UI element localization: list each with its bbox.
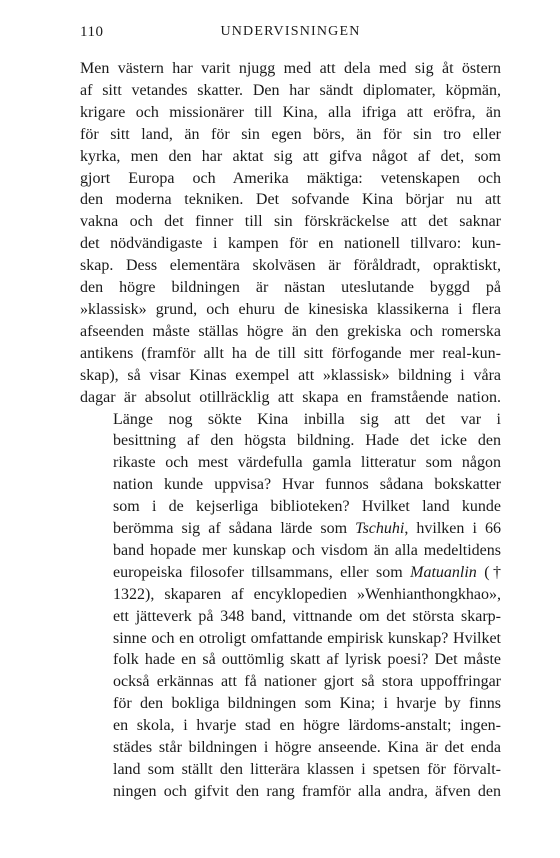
text-line [80, 496, 501, 518]
text-line [80, 58, 501, 80]
text-line [80, 540, 501, 562]
text-fragment: den moderna tekniken. Det sofvande Kina börjar nu att [80, 191, 501, 209]
text-fragment: europeiska filosofer tillsammans, eller som [113, 563, 411, 581]
text-line [80, 102, 501, 124]
text-fragment: också erkännas att få nationer gjort så stora uppoffringar [113, 673, 501, 691]
text-line [80, 387, 501, 409]
text-line [80, 233, 501, 255]
text-line [80, 474, 501, 496]
text-line [80, 649, 501, 671]
text-line [80, 189, 501, 211]
italic-name: Matuanlin [410, 563, 477, 581]
text-fragment: antikens (framför allt ha de till sitt förfogande mer real-kun- [80, 344, 501, 362]
text-line [80, 562, 501, 584]
text-line [80, 343, 501, 365]
text-fragment: kyrka, men den har aktat sig att gifva något af det, som [80, 147, 501, 165]
text-fragment: sinne och en otroligt omfattande empirisk kunskap? Hvilket [113, 629, 501, 647]
text-line [80, 321, 501, 343]
text-line [80, 124, 501, 146]
text-line [80, 365, 501, 387]
text-fragment: ningen och gifvit den rang framför alla andra, äfven den [113, 782, 501, 800]
text-fragment: ett jätteverk på 348 band, vittnande om det största skarp- [113, 607, 501, 625]
paragraph [80, 58, 501, 409]
text-line [80, 518, 501, 540]
text-line [80, 781, 501, 803]
text-fragment: folk hade en så outtömlig skatt af lyrisk poesi? Det måste [113, 651, 501, 669]
paragraph [80, 409, 501, 803]
page-header [80, 24, 501, 46]
text-fragment: besittning af den högsta bildning. Hade det icke den [113, 432, 501, 450]
text-fragment: afseenden måste ställas högre än den grekiska och romerska [80, 322, 501, 340]
text-fragment: land som ställt den litterära klassen i spetsen för förvalt- [113, 761, 501, 778]
text-line [80, 277, 501, 299]
text-fragment: band hopade mer kunskap och visdom än alla medeltidens [113, 541, 501, 559]
body-text [80, 58, 501, 803]
italic-name: Tschuhi [355, 520, 405, 538]
text-line [80, 168, 501, 190]
text-fragment: skap. Dess elementära skolväsen är föråldradt, opraktiskt, [80, 257, 501, 275]
text-line [80, 80, 501, 102]
text-fragment: , hvilken i 66 [404, 520, 502, 538]
text-fragment: 1322), skaparen af encyklopedien »Wenhianthongkhao», [113, 585, 501, 603]
text-fragment: städes står bildningen i högre anseende. Kina är det enda [113, 739, 501, 757]
text-fragment: det nödvändigaste i kampen för en nationell tillvaro: kun- [80, 235, 501, 253]
text-line [80, 146, 501, 168]
text-line [80, 430, 501, 452]
text-line [80, 211, 501, 233]
text-line [80, 584, 501, 606]
text-fragment: »klassisk» grund, och ehuru de kinesiska klassikerna i flera [80, 300, 501, 318]
text-fragment: Länge nog sökte Kina inbilla sig att det var i [113, 410, 501, 428]
text-fragment: den högre bildningen är nästan uteslutande byggd på [80, 279, 501, 297]
text-fragment: för sitt land, än för sin egen börs, än för sin tro eller [80, 125, 501, 143]
text-fragment: Men västern har varit njugg med att dela med sig åt östern [80, 60, 501, 77]
text-line [80, 628, 501, 650]
page-number: 110 [80, 24, 104, 40]
running-title: UNDERVISNINGEN [220, 24, 361, 39]
text-line [80, 299, 501, 321]
text-fragment: en skola, i hvarje stad en högre lärdoms-anstalt; ingen- [113, 717, 501, 735]
text-line [80, 693, 501, 715]
text-fragment: skap), så visar Kinas exempel att »klassisk» bildning i våra [80, 366, 501, 384]
text-line [80, 671, 501, 693]
text-line [80, 715, 501, 737]
text-fragment: som i de kejserliga biblioteken? Hvilket land kunde [113, 498, 501, 516]
text-fragment: vakna och det finner till sin förskräckelse att det saknar [80, 213, 501, 231]
text-fragment: berömma sig af sådana lärde som [113, 520, 356, 538]
text-line [80, 255, 501, 277]
text-fragment: af sitt vetandes skatter. Den har sändt diplomater, köpmän, [80, 81, 501, 99]
text-fragment: krigare och missionärer till Kina, alla ifriga att eröfra, än [80, 103, 501, 121]
text-line [80, 452, 501, 474]
text-fragment: nation kunde uppvisa? Hvar funnos sådana bokskatter [113, 476, 501, 494]
text-fragment: dagar är absolut otillräcklig att skapa en framstående nation. [80, 388, 501, 406]
text-line [80, 606, 501, 628]
text-line [80, 759, 501, 781]
text-fragment: rikaste och mest värdefulla gamla litteratur som någon [113, 454, 501, 472]
text-fragment: gjort Europa och Amerika mäktiga: vetenskapen och [80, 169, 501, 187]
text-fragment: för den bokliga bildningen som Kina; i hvarje by finns [113, 695, 501, 713]
text-fragment: († [476, 563, 501, 581]
text-line [80, 737, 501, 759]
text-line [80, 409, 501, 431]
